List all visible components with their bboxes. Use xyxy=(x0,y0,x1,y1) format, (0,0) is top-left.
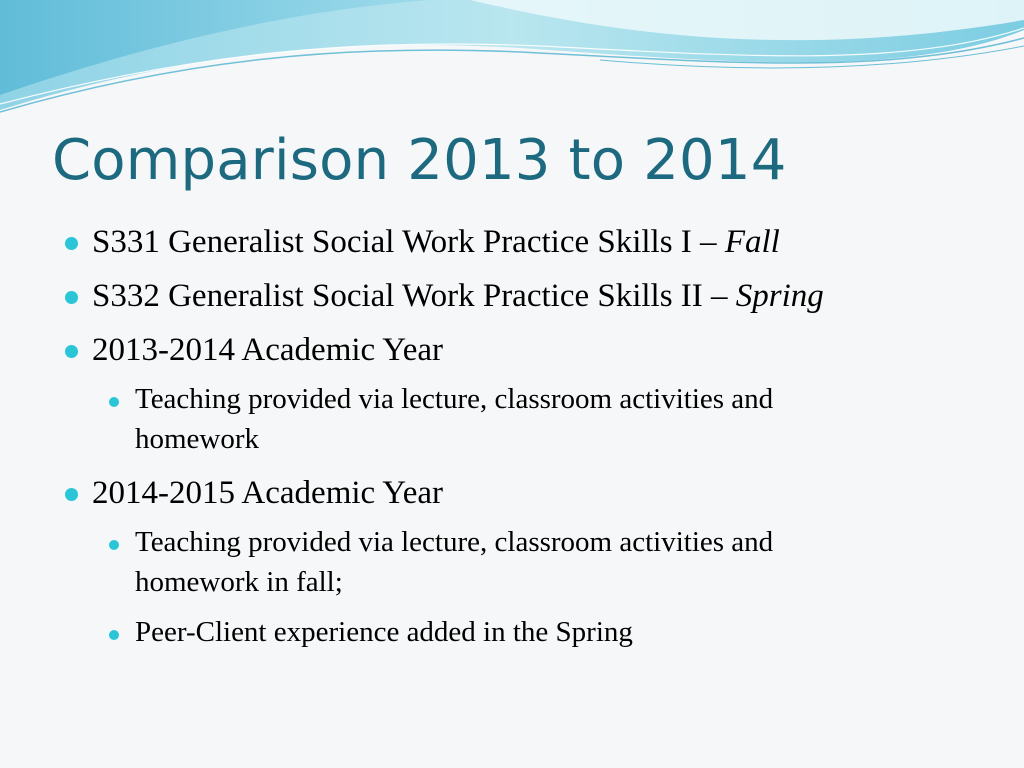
bullet-s332-text: S332 Generalist Social Work Practice Skills II – xyxy=(92,278,736,314)
bullet-s331-term: Fall xyxy=(724,224,780,260)
bullet-dot xyxy=(65,237,78,250)
bullet-s331 xyxy=(92,224,780,261)
sub-bullet-2013-teaching-line2: homework xyxy=(135,423,260,455)
bullet-dot xyxy=(65,345,78,358)
sub-bullet-2014-teaching-line1: Teaching provided via lecture, classroom activities and xyxy=(135,526,774,558)
sub-bullet-2014-teaching-line2: homework in fall; xyxy=(135,566,343,598)
sub-bullet-peer-client: Peer-Client experience added in the Spring xyxy=(135,616,633,648)
bullet-s332-term: Spring xyxy=(735,278,824,314)
bullet-2013-2014: 2013-2014 Academic Year xyxy=(92,332,444,368)
bullet-s332 xyxy=(92,278,824,315)
bullet-2014-2015: 2014-2015 Academic Year xyxy=(92,475,444,511)
bullet-dot xyxy=(65,291,78,304)
sub-bullet-dot xyxy=(109,630,119,640)
sub-bullet-dot xyxy=(109,540,119,550)
slide-title: Comparison 2013 to 2014 xyxy=(52,128,787,193)
sub-bullet-dot xyxy=(109,397,119,407)
bullet-s331-text: S331 Generalist Social Work Practice Skills I – xyxy=(92,224,725,260)
header-wave-decoration xyxy=(0,0,1024,140)
sub-bullet-2013-teaching-line1: Teaching provided via lecture, classroom activities and xyxy=(135,383,774,415)
bullet-dot xyxy=(65,488,78,501)
